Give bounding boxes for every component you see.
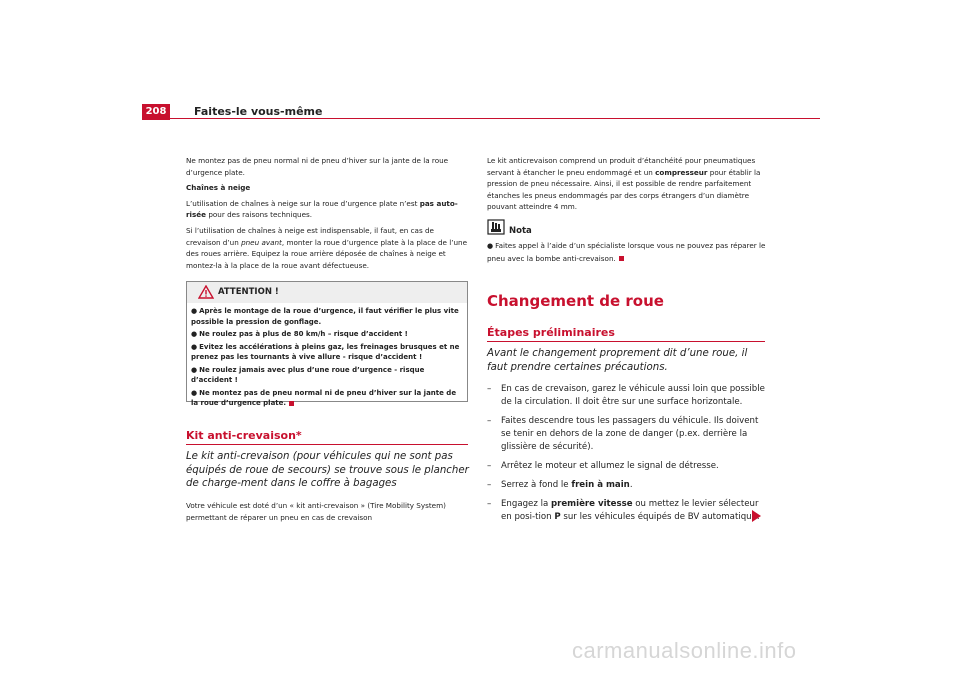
step-text-tail: sur les véhicules équipés de BV automatique. (560, 512, 760, 522)
nota-text (487, 240, 767, 264)
step-text: Serrez à fond le (501, 480, 572, 490)
step-text-end: ou mettez le levier sélecteur en posi-tion (501, 499, 759, 522)
page-number: 208 (142, 104, 170, 120)
warning-item-text: Ne roulez jamais avec plus d’une roue d’urgence - risque d’accident ! (191, 365, 425, 384)
kit-lead: Le kit anti-crevaison (pour véhicules qui ne sont pas équipés de roue de secours) se trouve sous le plancher de charge-ment dans le coffre à bagages (186, 451, 469, 490)
intro-paragraph: Ne montez pas de pneu normal ni de pneu d’hiver sur la jante de la roue d’urgence plate. (186, 156, 449, 177)
warning-item-text: Ne montez pas de pneu normal ni de pneu d’hiver sur la jante de la roue d’urgence plate. (191, 388, 457, 407)
chains-p2-text-end: , monter la roue d’urgence plate à la place de l’une des roues arrière. Equipez la roue arrière déposée de chaînes à neige et montez-la à la place de la roue avant défectueuse. (186, 237, 468, 270)
warning-item (191, 365, 463, 386)
dash-icon: – (487, 480, 492, 490)
end-of-section-icon (289, 401, 294, 406)
warning-item-text: Ne roulez pas à plus de 80 km/h – risque d’accident ! (199, 330, 408, 338)
watermark: carmanualsonline.info (572, 638, 797, 663)
note-hand-icon (487, 219, 505, 235)
kit-heading-rule (186, 444, 468, 445)
chains-p1-bold: pas auto-risée (186, 198, 458, 220)
change-heading: Changement de roue (487, 292, 664, 310)
kit-heading: Kit anti-crevaison* (186, 429, 302, 442)
left-column-text (186, 155, 468, 275)
dash-icon: – (487, 499, 492, 509)
continue-arrow-icon (752, 510, 761, 522)
nota-label: Nota (509, 226, 532, 236)
bullet-icon: ● (191, 342, 198, 351)
list-item (487, 498, 769, 524)
end-of-section-icon (619, 256, 624, 261)
chains-p2-italic: pneu avant (241, 237, 282, 247)
chains-heading: Chaînes à neige (186, 183, 251, 193)
step-text: Engagez la (501, 499, 551, 509)
step-bold-gear: P (554, 512, 561, 522)
list-item (487, 415, 769, 454)
warning-item (191, 388, 463, 409)
warning-box (186, 281, 468, 407)
warning-item (191, 329, 463, 340)
warning-item-text: Evitez les accélérations à pleins gaz, les freinages brusques et ne prenez pas les tournants à vive allure - risque d’accident ! (191, 342, 460, 361)
kit-continued-text: Le kit anticrevaison comprend un produit d’étanchéité pour pneumatiques servant à étancher le pneu endommagé et un (487, 156, 756, 177)
change-lead: Avant le changement proprement dit d’une roue, il faut prendre certaines précautions. (487, 348, 748, 373)
step-text: Arrêtez le moteur et allumez le signal de détresse. (501, 461, 719, 471)
chains-paragraph-1 (186, 198, 468, 221)
list-item (487, 479, 769, 492)
dash-icon: – (487, 384, 492, 394)
step-text: Faites descendre tous les passagers du véhicule. Ils doivent se tenir en dehors de la zone de danger (p.ex. derrière la glissière de sécurité). (501, 416, 759, 452)
warning-item (191, 306, 463, 327)
dash-icon: – (487, 461, 492, 471)
kit-continued-paragraph (487, 155, 767, 213)
warning-title: ATTENTION ! (218, 287, 279, 297)
warning-item-text: Après le montage de la roue d’urgence, il faut vérifier le plus vite possible la pression de gonflage. (191, 307, 459, 326)
chains-p1-text: L’utilisation de chaînes à neige sur la roue d’urgence plate n’est (186, 198, 420, 208)
list-item (487, 460, 769, 473)
chains-paragraph-2 (186, 225, 468, 271)
change-subheading-rule (487, 341, 765, 342)
bullet-icon: ● (191, 307, 198, 315)
page-title: Faites-le vous-même (194, 105, 323, 118)
list-item (487, 383, 769, 409)
step-bold: frein à main (571, 480, 630, 490)
step-text-end: . (629, 480, 633, 490)
nota-text-content: Faites appel à l’aide d’un spécialiste lorsque vous ne pouvez pas réparer le pneu avec la bombe anti-crevaison. (487, 241, 766, 263)
kit-text: Votre véhicule est doté d’un « kit anti-crevaison » (Tire Mobility System) permettant de réparer un pneu en cas de crevaison (186, 501, 446, 522)
chains-p1-text-end: pour des raisons techniques. (206, 210, 313, 220)
warning-header (187, 282, 467, 303)
bullet-icon: ● (487, 242, 494, 250)
warning-item (191, 342, 463, 363)
bullet-icon: ● (191, 330, 198, 338)
kit-continued-text-end: pour établir la pression de pneu nécessaire. Ainsi, il est possible de rendre parfaitement étanches les pneus endommagés par des corps étrangers d’un diamètre pouvant atteindre 4 mm. (487, 167, 761, 212)
step-text: En cas de crevaison, garez le véhicule aussi loin que possible de la circulation. Il doit être sur une surface horizontale. (501, 384, 765, 407)
header-rule (170, 118, 820, 119)
bullet-icon: ● (191, 365, 198, 374)
chains-p2-text: Si l’utilisation de chaînes à neige est indispensable, il faut, en cas de crevaison d’un (186, 225, 434, 247)
dash-icon: – (487, 416, 492, 426)
bullet-icon: ● (191, 388, 198, 397)
warning-list (187, 303, 467, 409)
warning-triangle-icon (198, 285, 214, 299)
change-subheading: Étapes préliminaires (487, 326, 615, 339)
steps-list (487, 383, 769, 530)
step-bold: première vitesse (550, 499, 633, 509)
kit-continued-bold: compresseur (655, 167, 708, 177)
